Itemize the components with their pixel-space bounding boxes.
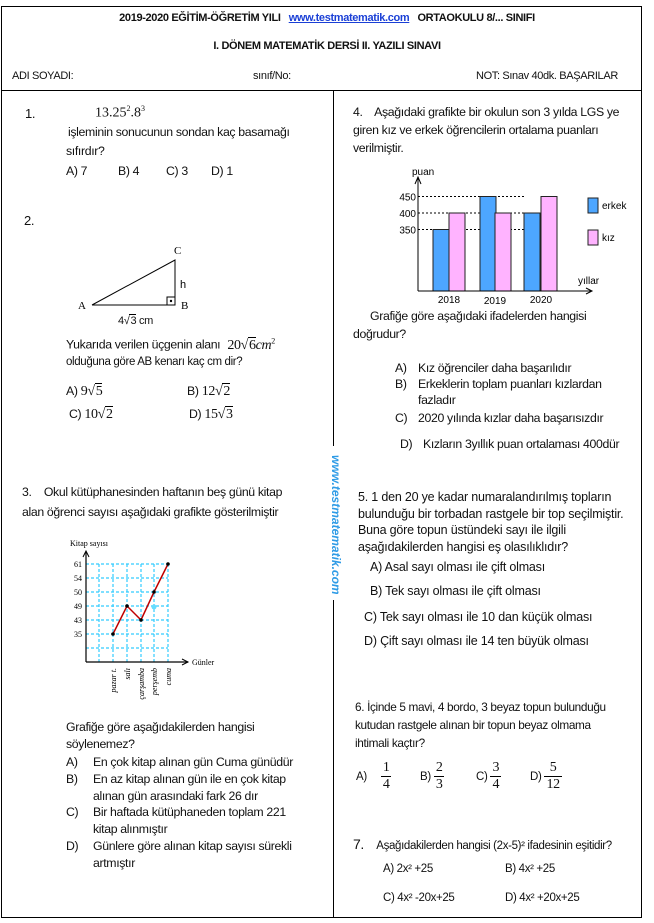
q2-text-1 [66,336,275,354]
right-angle-dot [170,300,172,302]
q3-text-2: alan öğrenci sayısı aşağıdaki grafikte gösterilmiştir [22,505,279,519]
q1-option-d[interactable]: D) 1 [211,164,233,178]
denominator: 4 [492,777,500,792]
q2-option-a[interactable]: A) 9√5 [66,384,103,399]
option-line: En az kitap alınan gün ile en çok kitap [93,772,286,786]
fraction [544,760,561,793]
option-label: B) [395,377,407,391]
q4-option-b[interactable] [395,376,602,408]
exam-title: I. DÖNEM MATEMATİK DERSİ II. YAZILI SINAVI [213,40,441,52]
y-tick-label: 50 [74,588,82,597]
area-coef: 20 [227,337,241,353]
q2-option-b-label: B) [187,384,199,398]
column-divider-bottom [333,600,334,918]
option-line: 2020 yılında kızlar daha başarısızdır [418,411,604,425]
q1-text-1: işleminin sonucunun sondan kaç basamağı [68,125,290,139]
bar-kız-2020 [541,197,557,292]
numerator: 1 [382,760,390,775]
y-tick-label: 35 [74,630,82,639]
legend-label-kız: kız [602,233,615,244]
y-axis-title: puan [412,167,435,178]
q7-option-c[interactable]: C) 4x² -20x+25 [383,892,455,904]
q1-option-a[interactable]: A) 7 [66,164,88,178]
q4-option-a[interactable] [395,360,571,376]
option-label: D) [530,770,542,783]
q3-question-2: söylenemez? [66,737,135,751]
marker-dot [152,605,157,610]
q3-number: 3. [22,485,32,499]
option-label: B) [66,772,78,786]
q4-text-1 [353,105,619,119]
numerator: 3 [492,760,500,775]
option-text [93,804,286,838]
q1-option-c[interactable]: C) 3 [166,164,188,178]
frame-bottom [1,917,642,918]
q2-a-rad: 5 [95,384,103,399]
option-line: Bir haftada kütüphaneden toplam 221 [93,805,286,819]
option-line: Günlere göre alınan kitap sayısı sürekli [93,839,292,853]
name-label: ADI SOYADI: [12,70,74,82]
x-tick-label: 2019 [483,296,507,307]
option-text [93,771,286,805]
q3-question-1: Grafiğe göre aşağıdakilerden hangisi [66,720,255,734]
y-tick-label: 400 [399,209,416,220]
q2-area: $20√6cm^2$ [227,336,275,353]
bar-erkek-2020 [524,213,540,291]
fraction [381,760,392,793]
q4-number: 4. [353,105,363,119]
q1-text-2: sıfırdır? [66,144,105,158]
q2-text-2: olduğuna göre AB kenarı kaç cm dir? [66,356,243,368]
lgs-bar-chart [360,160,630,310]
option-line: alınan gün arasındaki fark 26 dır [93,789,258,803]
q1-exp1: 2 [126,104,131,113]
q5-text-2: bulunduğu bir torbadan rastgele bir top seçilmiştir. [358,507,624,521]
q6-option-d[interactable] [530,760,562,793]
y-tick-label: 350 [399,225,416,237]
x-axis-title: Günler [192,658,215,667]
q4-option-d[interactable] [400,436,619,452]
x-tick-label: 2020 [529,295,553,306]
q4-text-3: verilmiştir. [353,141,404,155]
x-tick-label: 2018 [437,295,461,306]
q1-expr-base: 13.25 [95,105,127,121]
q5-text-3: Buna göre topun üstündeki sayı ile ilgili [358,523,566,537]
frame-right [641,6,642,918]
q2-text-1-label: Yukarıda verilen üçgenin alanı [66,337,221,352]
option-line: En çok kitap alınan gün Cuma günüdür [93,755,294,769]
q3-option-d[interactable] [66,838,292,872]
height-label: h [180,279,187,291]
q7-option-d[interactable]: D) 4x² +20x+25 [505,892,580,904]
q2-option-b[interactable]: B) 12√2 [187,384,230,399]
base-unit: cm [136,315,153,327]
option-text [93,838,292,872]
q2-option-c-label: C) [69,407,82,421]
q3-option-b[interactable] [66,771,286,805]
data-point [166,562,170,566]
option-line: fazladır [418,393,456,407]
q5-option-a[interactable]: A) Asal sayı olması ile çift olması [370,560,546,574]
option-line: Kız öğrenciler daha başarılıdır [418,361,572,375]
q1-expr-second: .8 [130,105,141,121]
legend-swatch-kız [588,230,598,245]
option-label: C) [66,805,79,819]
vertex-a: A [78,300,86,312]
q6-option-b[interactable] [420,760,444,793]
q6-option-c[interactable] [476,760,501,793]
q1-exp2: 3 [141,104,145,113]
q4-question-1: Grafiğe göre aşağıdaki ifadelerden hangisi [370,309,587,323]
q5-option-d[interactable]: D) Çift sayı olması ile 14 ten büyük olması [364,634,589,648]
option-label: C) [476,770,488,783]
q7-number: 7. [353,836,364,852]
option-label: D) [66,839,79,853]
option-text [93,754,293,771]
q2-c-rad: 2 [106,407,113,422]
x-tick-label: cuma [164,668,173,686]
q4-line1: Aşağıdaki grafikte bir okulun son 3 yılda LGS ye [374,105,620,119]
data-point [152,590,156,594]
x-tick-label: perşemb [150,668,159,696]
y-tick-label: 43 [74,616,82,625]
bar-kız-2018 [449,213,465,291]
books-line-chart [60,530,230,720]
base-rad: 3 [130,315,137,327]
option-text [418,360,571,376]
area-unit: cm [255,337,272,353]
site-link[interactable]: www.testmatematik.com [288,12,410,24]
option-text [418,410,603,426]
q5-option-b[interactable]: B) Tek sayı olması ile çift olması [370,584,541,598]
q1-option-b[interactable]: B) 4 [118,164,140,178]
option-text [423,436,619,452]
vertex-b: B [181,300,189,312]
q1-expression [95,104,145,122]
option-label: D) [400,437,413,451]
q7-option-a[interactable]: A) 2x² +25 [383,863,433,875]
q7-question: Aşağıdakilerden hangisi (2x-5)² ifadesinin eşitidir? [376,840,612,852]
frame-top [1,6,642,7]
base-length: 4√3 cm [118,315,153,327]
q6-text-3: ihtimali kaçtır? [355,736,425,750]
numerator: 2 [435,760,443,775]
column-divider-top [333,90,334,446]
option-text [418,376,602,408]
denominator: 4 [382,777,390,792]
q3-line1: Okul kütüphanesinden haftanın beş günü kitap [43,485,283,499]
header-divider [1,90,642,91]
denominator: 3 [435,777,443,792]
option-label: A) [356,770,367,783]
frame-left [1,6,2,918]
y-axis-title: Kitap sayısı [70,539,108,548]
q2-a-coef: 9 [80,384,88,399]
fraction [434,760,445,793]
q2-d-rad: 3 [226,407,233,422]
option-label: A) [395,361,407,375]
q3-text-1 [22,485,282,499]
data-point [111,632,115,636]
bar-erkek-2019 [480,197,496,292]
x-axis-title: yıllar [578,276,600,287]
school-class: ORTAOKULU 8/... SINIFI [417,12,535,24]
option-label: A) [66,755,78,769]
y-tick-label: 54 [74,574,82,583]
numerator: 5 [544,760,561,777]
option-line: artmıştır [93,856,135,870]
school-year: 2019-2020 EĞİTİM-ÖĞRETİM YILI [119,12,281,24]
q2-c-coef: 10 [84,407,98,422]
base-coef: 4 [118,315,124,327]
q6-text-2: kutudan rastgele alınan bir topun beyaz olmama [355,718,591,732]
q3-option-a[interactable] [66,754,293,771]
q6-text-1: 6. İçinde 5 mavi, 4 bordo, 3 beyaz topun bulunduğu [355,700,606,714]
watermark: www.testmatematik.com [329,455,343,595]
x-tick-label: salı [123,668,132,680]
legend-swatch-erkek [588,198,598,213]
triangle [92,260,175,305]
option-line: Erkeklerin toplam puanları kızlardan [418,377,602,391]
q2-b-coef: 12 [201,384,215,399]
q2-b-rad: 2 [223,384,230,399]
q6-option-a[interactable] [356,760,391,793]
q5-text-4: aşağıdakilerden hangisi eş olasılıklıdır? [358,540,568,554]
option-label: C) [395,411,408,425]
vertex-c: C [174,245,182,257]
q2-option-d[interactable]: D) 15√3 [189,407,233,422]
class-label: sınıf/No: [253,70,291,82]
option-line: Kızların 3yıllık puan ortalaması 400dür [423,437,620,451]
q4-text-2: giren kız ve erkek öğrencilerin ortalama puanları [353,123,599,137]
q5-option-c[interactable]: C) Tek sayı olması ile 10 dan küçük olması [364,610,593,624]
x-tick-label: çarşamba [137,668,146,700]
note: NOT: Sınav 40dk. BAŞARILAR [476,70,618,82]
q7-text [353,836,612,852]
area-exp: 2 [271,336,275,345]
q3-option-c[interactable] [66,804,286,838]
q7-option-b[interactable]: B) 4x² +25 [505,863,555,875]
q1-number: 1. [25,106,36,121]
q2-option-a-label: A) [66,384,78,398]
bar-kız-2019 [495,213,511,291]
q4-question-2: doğrudur? [353,327,406,341]
area-rad: 6 [249,337,256,353]
q2-option-c[interactable]: C) 10√2 [69,407,113,422]
denominator: 12 [546,777,560,792]
q2-option-d-label: D) [189,407,202,421]
y-tick-label: 49 [74,602,82,611]
data-point [139,618,143,622]
q4-option-c[interactable] [395,410,603,426]
data-point [125,604,129,608]
option-label: B) [420,770,431,783]
header-line-1 [0,12,654,24]
q5-text-1: 5. 1 den 20 ye kadar numaralandırılmış topların [358,490,612,504]
q2-number: 2. [24,213,35,228]
fraction [490,760,501,793]
bar-erkek-2018 [433,230,449,292]
y-tick-label: 61 [74,560,82,569]
y-tick-label: 450 [399,192,416,204]
legend-label-erkek: erkek [602,201,627,212]
option-line: kitap alınmıştır [93,822,168,836]
x-tick-label: pazar t. [109,668,118,693]
q2-d-coef: 15 [204,407,218,422]
